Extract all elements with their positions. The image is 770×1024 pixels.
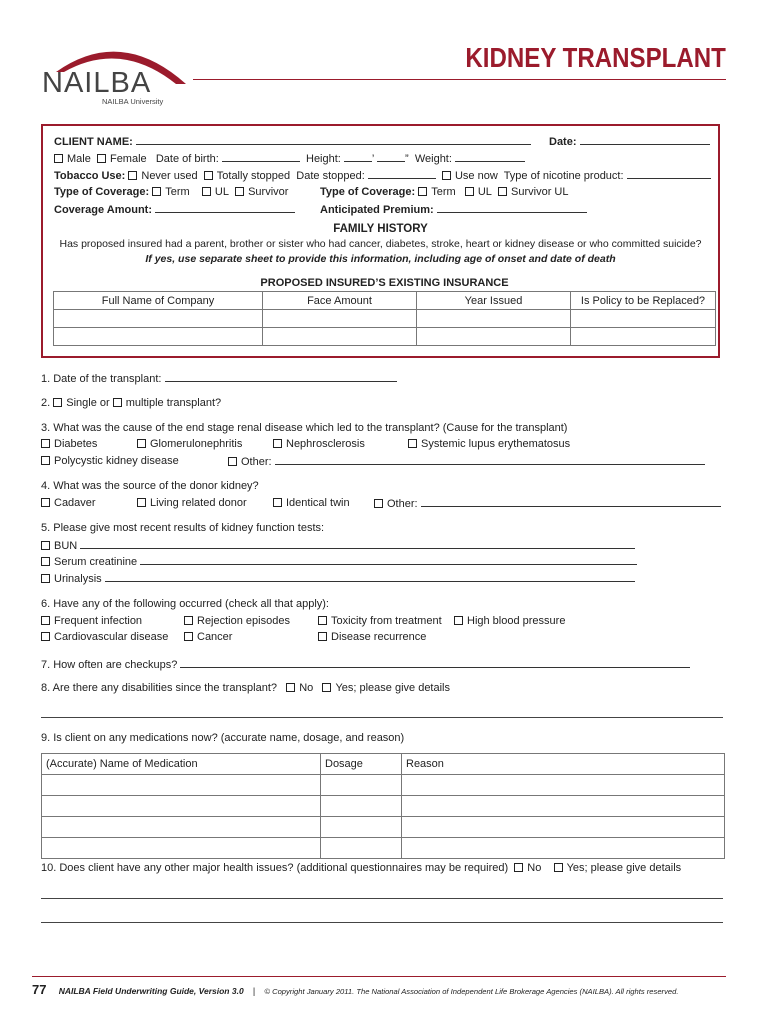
cardiovascular-option (41, 630, 168, 644)
multiple-checkbox[interactable] (113, 398, 122, 407)
rejection-checkbox[interactable] (184, 616, 193, 625)
nephrosclerosis-checkbox[interactable] (273, 439, 282, 448)
cancer-checkbox[interactable] (184, 632, 193, 641)
female-checkbox[interactable] (97, 154, 106, 163)
bun-option (41, 538, 635, 553)
inch-mark: ” (405, 153, 409, 165)
recurrence-label: Disease recurrence (331, 631, 427, 643)
face-amount-cell[interactable] (263, 328, 417, 346)
term-label: Term (165, 186, 190, 198)
premium-field[interactable] (437, 202, 587, 213)
living-donor-label: Living related donor (150, 497, 247, 509)
weight-field[interactable] (455, 151, 525, 162)
tobacco-row (54, 168, 711, 183)
weight-label: Weight: (414, 153, 452, 165)
frequent-infection-label: Frequent infection (54, 615, 143, 627)
coverage-label: Type of Coverage: (54, 186, 150, 198)
col-company: Full Name of Company (54, 292, 263, 310)
footer-separator: | (252, 986, 256, 996)
ul-label-2: UL (477, 186, 492, 198)
header-rule (193, 79, 726, 80)
sex-row (54, 151, 525, 166)
height-inches-field[interactable] (377, 151, 405, 162)
ul-checkbox-2[interactable] (465, 187, 474, 196)
page-number: 77 (32, 982, 47, 997)
date-stopped-field[interactable] (368, 168, 436, 179)
q4-label: 4. What was the source of the donor kidney? (41, 480, 259, 492)
living-donor-checkbox[interactable] (137, 498, 146, 507)
reason-cell[interactable] (402, 775, 725, 796)
col-reason: Reason (402, 754, 725, 775)
urinalysis-field[interactable] (105, 571, 635, 582)
reason-cell[interactable] (402, 817, 725, 838)
table-row (42, 817, 725, 838)
q4-other-checkbox[interactable] (374, 499, 383, 508)
totally-stopped-checkbox[interactable] (204, 171, 213, 180)
coverage-amount-field[interactable] (155, 202, 295, 213)
identical-twin-checkbox[interactable] (273, 498, 282, 507)
totally-stopped-label: Totally stopped (216, 170, 291, 182)
nailba-logo (36, 36, 196, 112)
cadaver-option (41, 496, 96, 510)
table-row (42, 796, 725, 817)
family-history-title: FAMILY HISTORY (333, 223, 428, 235)
lupus-option (408, 437, 570, 451)
male-checkbox[interactable] (54, 154, 63, 163)
cadaver-checkbox[interactable] (41, 498, 50, 507)
polycystic-label: Polycystic kidney disease (54, 455, 179, 467)
urinalysis-option (41, 571, 635, 586)
insurance-title: PROPOSED INSURED’S EXISTING INSURANCE (260, 276, 509, 289)
premium-row (320, 202, 587, 217)
nicotine-label: Type of nicotine product: (503, 170, 624, 182)
coverage-row-1 (54, 185, 288, 199)
q10-no-checkbox[interactable] (514, 863, 523, 872)
company-cell[interactable] (54, 310, 263, 328)
medication-cell[interactable] (42, 817, 321, 838)
footer (32, 983, 678, 999)
col-replaced: Is Policy to be Replaced? (571, 292, 716, 310)
q8-label: 8. Are there any disabilities since the transplant? (41, 682, 278, 694)
table-row (54, 328, 716, 346)
identical-twin-option (273, 496, 350, 510)
guide-title: NAILBA Field Underwriting Guide, Version 3.0 (58, 986, 244, 996)
survivor-ul-checkbox[interactable] (498, 187, 507, 196)
q3-other-option (228, 454, 705, 469)
table-row (42, 838, 725, 859)
footer-rule (32, 976, 726, 977)
polycystic-option (41, 454, 179, 468)
cadaver-label: Cadaver (54, 497, 96, 509)
q10-details-line-2[interactable] (41, 922, 723, 923)
cancer-label: Cancer (197, 631, 233, 643)
q10-details-line-1[interactable] (41, 898, 723, 899)
premium-label: Anticipated Premium: (320, 204, 434, 216)
height-label: Height: (306, 153, 341, 165)
reason-cell[interactable] (402, 796, 725, 817)
term-label-2: Term (431, 186, 456, 198)
medication-cell[interactable] (42, 796, 321, 817)
rejection-label: Rejection episodes (197, 615, 290, 627)
q3-label: 3. What was the cause of the end stage renal disease which led to the transplant? (Cause for the transplant) (41, 422, 568, 434)
family-history-note: If yes, use separate sheet to provide this information, including age of onset and date of death (145, 253, 616, 265)
client-name-row (54, 134, 531, 149)
q10-yes-label: Yes; please give details (566, 862, 682, 874)
reason-cell[interactable] (402, 838, 725, 859)
single-checkbox[interactable] (53, 398, 62, 407)
checkups-field[interactable] (180, 657, 690, 668)
cardiovascular-label: Cardiovascular disease (54, 631, 169, 643)
bun-field[interactable] (80, 538, 635, 549)
cancer-option (184, 630, 232, 644)
q6-label: 6. Have any of the following occurred (check all that apply): (41, 598, 329, 610)
living-donor-option (137, 496, 247, 510)
creatinine-label: Serum creatinine (54, 556, 138, 568)
coverage-row-2 (320, 185, 569, 199)
recurrence-checkbox[interactable] (318, 632, 327, 641)
male-label: Male (67, 153, 91, 165)
q8-yes-checkbox[interactable] (322, 683, 331, 692)
feet-mark: ’ (371, 153, 374, 165)
dob-field[interactable] (222, 151, 300, 162)
client-name-label: CLIENT NAME: (54, 136, 133, 148)
never-used-label: Never used (141, 170, 198, 182)
dosage-cell[interactable] (321, 817, 402, 838)
female-label: Female (109, 153, 147, 165)
copyright: © Copyright January 2011. The National Association of Independent Life Brokerage Agencies (NAILBA). All rights reserved. (264, 987, 679, 996)
q10-no-label: No (527, 862, 542, 874)
single-label: Single or (66, 397, 110, 409)
height-feet-field[interactable] (344, 151, 372, 162)
q8-no-checkbox[interactable] (286, 683, 295, 692)
q1-label: 1. Date of the transplant: (41, 373, 162, 385)
table-row (54, 310, 716, 328)
lupus-label: Systemic lupus erythematosus (421, 438, 571, 450)
year-issued-cell[interactable] (417, 310, 571, 328)
ul-label: UL (214, 186, 229, 198)
survivor-label: Survivor (248, 186, 289, 198)
q9-label: 9. Is client on any medications now? (accurate name, dosage, and reason) (41, 732, 405, 744)
term-checkbox-2[interactable] (418, 187, 427, 196)
q10-yes-checkbox[interactable] (554, 863, 563, 872)
col-year-issued: Year Issued (417, 292, 571, 310)
survivor-checkbox[interactable] (235, 187, 244, 196)
urinalysis-checkbox[interactable] (41, 574, 50, 583)
use-now-checkbox[interactable] (442, 171, 451, 180)
date-stopped-label: Date stopped: (296, 170, 365, 182)
multiple-label: multiple transplant? (125, 397, 222, 409)
coverage-amount-label: Coverage Amount: (54, 204, 152, 216)
page-title: KIDNEY TRANSPLANT (465, 42, 726, 73)
q8-no-label: No (299, 682, 314, 694)
replaced-cell[interactable] (571, 310, 716, 328)
identical-twin-label: Identical twin (286, 497, 350, 509)
q2-row (41, 396, 221, 410)
col-face-amount: Face Amount (263, 292, 417, 310)
creatinine-field[interactable] (140, 554, 637, 565)
q3-options-1 (41, 437, 97, 451)
never-used-checkbox[interactable] (128, 171, 137, 180)
frequent-infection-checkbox[interactable] (41, 616, 50, 625)
glomerulonephritis-label: Glomerulonephritis (150, 438, 243, 450)
tobacco-label: Tobacco Use: (54, 170, 126, 182)
q10-row (41, 861, 681, 875)
creatinine-option (41, 554, 637, 569)
coverage-amount-row (54, 202, 295, 217)
q4-other-label: Other: (387, 498, 418, 510)
glomerulonephritis-option (137, 437, 242, 451)
polycystic-checkbox[interactable] (41, 456, 50, 465)
q8-details-line[interactable] (41, 717, 723, 718)
diabetes-label: Diabetes (54, 438, 98, 450)
bun-label: BUN (54, 540, 78, 552)
medication-section (41, 753, 725, 859)
q4-other-field[interactable] (421, 496, 721, 507)
bun-checkbox[interactable] (41, 541, 50, 550)
date-row (549, 134, 710, 149)
nephrosclerosis-label: Nephrosclerosis (286, 438, 365, 450)
q7-row (41, 657, 690, 672)
q8-row (41, 681, 450, 695)
q4-other-option (374, 496, 721, 511)
toxicity-label: Toxicity from treatment (331, 615, 442, 627)
col-dosage: Dosage (321, 754, 402, 775)
year-issued-cell[interactable] (417, 328, 571, 346)
recurrence-option (318, 630, 426, 644)
glomerulonephritis-checkbox[interactable] (137, 439, 146, 448)
family-history-question: Has proposed insured had a parent, brother or sister who had cancer, diabetes, stroke, heart or kidney disease or who committed suicide? (59, 238, 702, 250)
high-bp-checkbox[interactable] (454, 616, 463, 625)
col-medication-name: (Accurate) Name of Medication (42, 754, 321, 775)
coverage-label-2: Type of Coverage: (320, 186, 416, 198)
frequent-infection-option (41, 614, 142, 628)
high-bp-label: High blood pressure (467, 615, 566, 627)
medication-cell[interactable] (42, 838, 321, 859)
diabetes-checkbox[interactable] (41, 439, 50, 448)
q3-other-checkbox[interactable] (228, 457, 237, 466)
medication-table (41, 753, 725, 859)
q3-other-field[interactable] (275, 454, 705, 465)
table-row (42, 775, 725, 796)
dosage-cell[interactable] (321, 775, 402, 796)
insurance-section (53, 274, 716, 346)
replaced-cell[interactable] (571, 328, 716, 346)
nephrosclerosis-option (273, 437, 365, 451)
q5-label: 5. Please give most recent results of kidney function tests: (41, 522, 325, 534)
cardiovascular-checkbox[interactable] (41, 632, 50, 641)
logo-text: NAILBA (42, 67, 152, 99)
nicotine-field[interactable] (627, 168, 711, 179)
rejection-option (184, 614, 290, 628)
client-name-field[interactable] (136, 134, 531, 145)
dosage-cell[interactable] (321, 838, 402, 859)
creatinine-checkbox[interactable] (41, 557, 50, 566)
q10-label: 10. Does client have any other major health issues? (additional questionnaires may be required) (41, 862, 509, 874)
ul-checkbox[interactable] (202, 187, 211, 196)
use-now-label: Use now (454, 170, 498, 182)
high-bp-option (454, 614, 565, 628)
q3-other-label: Other: (241, 456, 272, 468)
date-field[interactable] (580, 134, 710, 145)
dosage-cell[interactable] (321, 796, 402, 817)
lupus-checkbox[interactable] (408, 439, 417, 448)
logo-subtext: NAILBA University (102, 97, 164, 106)
urinalysis-label: Urinalysis (54, 573, 102, 585)
q2-number: 2. (41, 397, 51, 409)
q8-yes-label: Yes; please give details (335, 682, 450, 694)
dob-label: Date of birth: (155, 153, 219, 165)
q7-label: 7. How often are checkups? (41, 659, 178, 671)
survivor-ul-label: Survivor UL (511, 186, 569, 198)
term-checkbox[interactable] (152, 187, 161, 196)
face-amount-cell[interactable] (263, 310, 417, 328)
transplant-date-field[interactable] (165, 371, 397, 382)
q1-row (41, 371, 397, 386)
company-cell[interactable] (54, 328, 263, 346)
medication-cell[interactable] (42, 775, 321, 796)
date-label: Date: (549, 136, 577, 148)
insurance-table (53, 274, 716, 346)
toxicity-option (318, 614, 442, 628)
toxicity-checkbox[interactable] (318, 616, 327, 625)
